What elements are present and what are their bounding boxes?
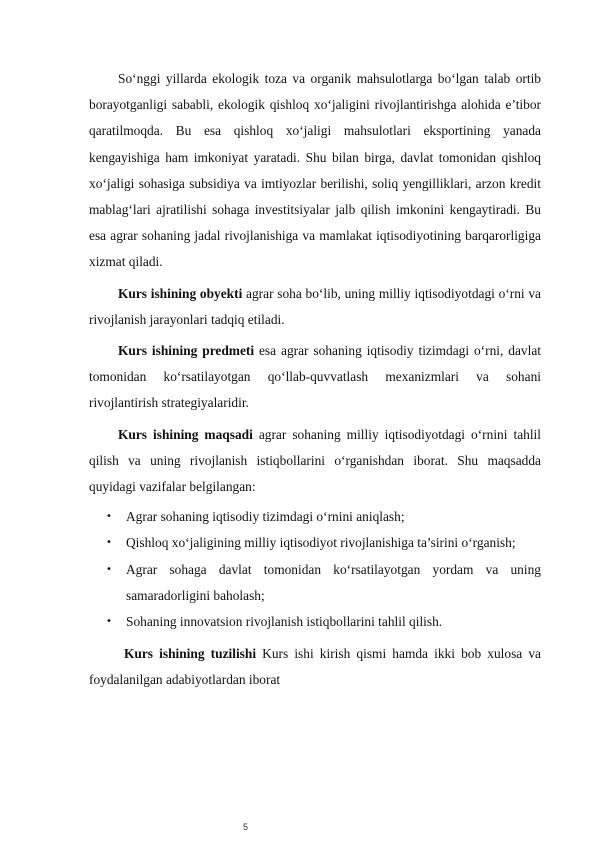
page-number: 5 [243, 822, 249, 832]
goal-paragraph [89, 422, 541, 501]
structure-text: Kurs ishi kirish qismi hamda ikki bob xulosa va foydalanilgan adabiyotlardan iborat [89, 646, 541, 688]
task-list [89, 504, 541, 635]
list-item [89, 504, 541, 530]
list-item [89, 530, 541, 556]
object-text: agrar soha bo‘lib, uning milliy iqtisodiyotdagi o‘rni va rivojlanish jarayonlari tadqiq etiladi. [89, 285, 542, 327]
goal-text: agrar sohaning milliy iqtisodiyotdagi o‘rnini tahlil qilish va uning rivojlanish istiqbollarini o‘rganishdan iborat. Shu maqsadda quyidagi vazifalar belgilangan: [89, 426, 541, 495]
page-content [89, 66, 541, 694]
bullet-icon: • [106, 563, 112, 575]
intro-paragraph: So‘nggi yillarda ekologik toza va organik mahsulotlarga bo‘lgan talab ortib borayotganligi sababli, ekologik qishloq xo‘jaligini rivojlantirishga alohida e’tibor qaratilmoqda. Bu esa qishloq xo‘jaligi mahsulotlari eksportining yanada kengayishiga ham imkoniyat yaratadi. Shu bilan birga, davlat tomonidan qishloq xo‘jaligi sohasiga subsidiya va imtiyozlar berilishi, soliq yengilliklari, arzon kredit mablag‘lari ajratilishi sohaga investitsiyalar jalb qilish imkonini kengaytiradi. Bu esa agrar sohaning jadal rivojlanishiga va mamlakat iqtisodiyotining barqarorligiga xizmat qiladi. [89, 71, 541, 270]
list-item [89, 557, 541, 609]
bullet-icon: • [106, 511, 112, 523]
task-text: Qishloq xo‘jaligining milliy iqtisodiyot rivojlanishiga ta’sirini o‘rganish; [126, 535, 516, 551]
bullet-icon: • [106, 616, 112, 628]
subject-text: esa agrar sohaning iqtisodiy tizimdagi o‘rni, davlat tomonidan ko‘rsatilayotgan qo‘llab-quvvatlash mexanizmlari va sohani rivojlantirish strategiyalaridir. [89, 343, 541, 411]
subject-paragraph [89, 338, 541, 417]
task-text: Agrar sohaga davlat tomonidan ko‘rsatilayotgan yordam va uning samaradorligini baholash; [126, 561, 541, 603]
subject-label: Kurs ishining predmeti [118, 343, 255, 359]
structure-label: Kurs ishining tuzilishi [124, 646, 257, 662]
task-text: Agrar sohaning iqtisodiy tizimdagi o‘rnini aniqlash; [126, 509, 405, 525]
object-label: Kurs ishining obyekti [118, 285, 243, 301]
structure-paragraph [89, 641, 541, 693]
object-paragraph [89, 281, 541, 333]
bullet-icon: • [106, 537, 112, 549]
goal-label: Kurs ishining maqsadi [118, 426, 253, 442]
list-item [89, 609, 541, 635]
task-text: Sohaning innovatsion rivojlanish istiqbollarini tahlil qilish. [126, 614, 443, 630]
